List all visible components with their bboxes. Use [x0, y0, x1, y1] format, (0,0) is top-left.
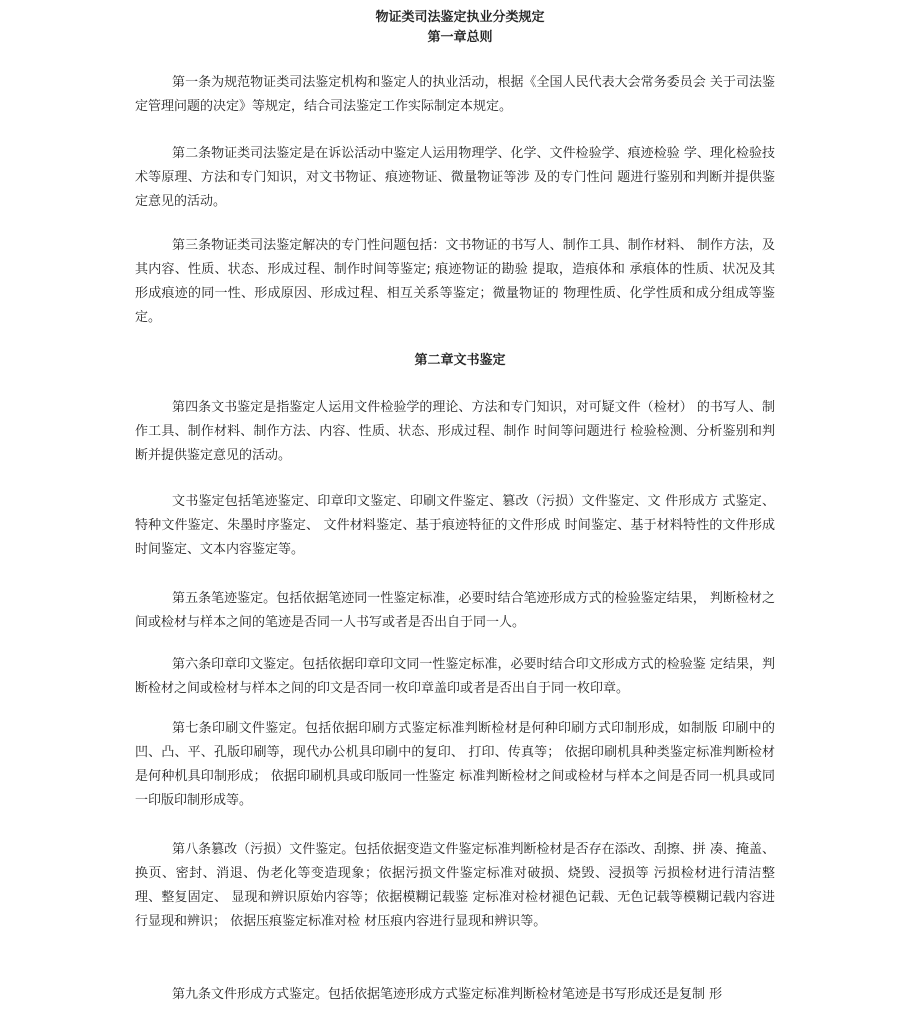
- article-6-paragraph: 第六条印章印文鉴定。包括依据印章印文同一性鉴定标准，必要时结合印文形成方式的检验鉴 定结果，判断检材之间或检材与样本之间的印文是否同一枚印章盖印或者是否出自于同一枚印章。: [135, 657, 775, 696]
- article-8-paragraph: 第八条篡改（污损）文件鉴定。包括依据变造文件鉴定标准判断检材是否存在添改、刮擦、拼 凑、掩盖、换页、密封、消退、伪老化等变造现象；依据污损文件鉴定标准对破损、烧毁、浸损等 污损检材进行清洁整理、整复固定、 显现和辨识原始内容等；依据模糊记载鉴 定标准对检材褪色记载、无色记载等模糊记载内容进行显现和辨识； 依据压痕鉴定标准对检 材压痕内容进行显现和辨识等。: [135, 842, 775, 929]
- article-3-paragraph: 第三条物证类司法鉴定解决的专门性问题包括：文书物证的书写人、制作工具、制作材料、 制作方法，及其内容、性质、状态、形成过程、制作时间等鉴定; 痕迹物证的勘验 提取，造痕体和 承痕体的性质、状况及其形成痕迹的同一性、形成原因、形成过程、相互关系等鉴定；微量物证的 物理性质、化学性质和成分组成等鉴定。: [135, 238, 775, 325]
- article-9-paragraph: 第九条文件形成方式鉴定。包括依据笔迹形成方式鉴定标准判断检材笔迹是书写形成还是复制 形: [172, 987, 723, 1002]
- article-2-paragraph: 第二条物证类司法鉴定是在诉讼活动中鉴定人运用物理学、化学、文件检验学、痕迹检验 学、理化检验技术等原理、方法和专门知识，对文书物证、痕迹物证、微量物证等涉 及的专门性问 题进行鉴别和判断并提供鉴定意见的活动。: [135, 146, 775, 209]
- article-4-paragraph: 第四条文书鉴定是指鉴定人运用文件检验学的理论、方法和专门知识，对可疑文件（检材） 的书写人、制作工具、制作材料、制作方法、内容、性质、状态、形成过程、制作 时间等问题进行 检验检测、分析鉴别和判断并提供鉴定意见的活动。: [135, 400, 775, 463]
- chapter-1-heading: 第一章总则: [427, 30, 493, 45]
- article-1-paragraph: 第一条为规范物证类司法鉴定机构和鉴定人的执业活动，根据《全国人民代表大会常务委员会 关于司法鉴定管理问题的决定》等规定，结合司法鉴定工作实际制定本规定。: [135, 75, 775, 114]
- document-appraisal-scope-paragraph: 文书鉴定包括笔迹鉴定、印章印文鉴定、印刷文件鉴定、篡改（污损）文件鉴定、文 件形成方 式鉴定、特种文件鉴定、朱墨时序鉴定、 文件材料鉴定、基于痕迹特征的文件形成 时间鉴定、基于材料特性的文件形成时间鉴定、文本内容鉴定等。: [135, 494, 775, 557]
- document-title: 物证类司法鉴定执业分类规定: [375, 10, 545, 25]
- article-5-paragraph: 第五条笔迹鉴定。包括依据笔迹同一性鉴定标准，必要时结合笔迹形成方式的检验鉴定结果， 判断检材之间或检材与样本之间的笔迹是否同一人书写或者是否出自于同一人。: [135, 591, 775, 630]
- article-7-paragraph: 第七条印刷文件鉴定。包括依据印刷方式鉴定标准判断检材是何种印刷方式印制形成，如制版 印刷中的凹、凸、平、孔版印刷等，现代办公机具印刷中的复印、 打印、传真等； 依据印刷机具种类鉴定标准判断检材是何种机具印制形成； 依据印刷机具或印版同一性鉴定 标准判断检材之间或检材与样本之间是否同一机具或同一印版印制形成等。: [135, 721, 775, 808]
- chapter-2-heading: 第二章文书鉴定: [414, 353, 506, 368]
